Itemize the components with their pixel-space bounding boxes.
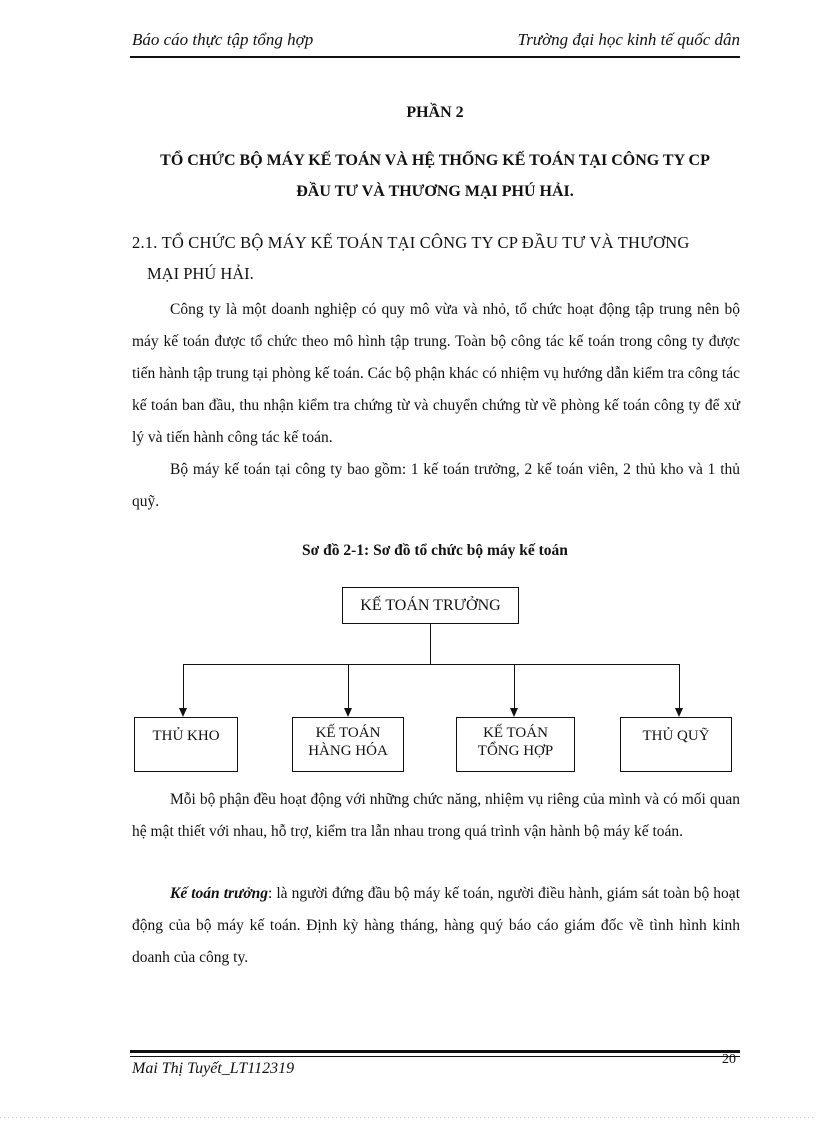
org-node-goods-accountant <box>292 717 404 772</box>
paragraph-4-body: : là người đứng đầu bộ máy kế toán, người điều hành, giám sát toàn bộ hoạt động của bộ máy kế toán. Định kỳ hàng tháng, hàng quý báo cáo giám đốc về tình hình kinh doanh của công ty. <box>132 885 740 966</box>
org-node-general-accountant <box>456 717 575 772</box>
org-node-label: HÀNG HÓA <box>308 743 388 759</box>
arrow-down-icon <box>179 708 187 717</box>
org-node-storekeeper <box>134 717 238 772</box>
connector-horizontal <box>183 664 680 665</box>
part-title: PHẦN 2 <box>406 104 464 121</box>
org-node-label: TỔNG HỢP <box>477 743 554 759</box>
footer-author: Mai Thị Tuyết_LT112319 <box>132 1060 295 1077</box>
connector-drop-3 <box>514 664 515 708</box>
diagram-caption: Sơ đồ 2-1: Sơ đồ tổ chức bộ máy kế toán <box>302 542 568 559</box>
org-node-chief-accountant-label: KẾ TOÁN TRƯỞNG <box>360 597 501 614</box>
paragraph-1: Công ty là một doanh nghiệp có quy mô vừa và nhỏ, tổ chức hoạt động tập trung nên bộ máy kế toán được tổ chức theo mô hình tập trung. Toàn bộ công tác kế toán trong công ty được tiến hành tập trung tại phòng kế toán. Các bộ phận khác có nhiệm vụ hướng dẫn kiểm tra công tác kế toán ban đầu, thu nhận kiểm tra chứng từ và chuyển chứng từ về phòng kế toán công ty để xử lý và tiến hành công tác kế toán. <box>132 301 740 446</box>
paragraph-4 <box>132 878 740 974</box>
org-node-label: KẾ TOÁN <box>483 725 548 741</box>
section-heading-line2: MẠI PHÚ HẢI. <box>147 264 254 283</box>
main-title-line2: ĐẦU TƯ VÀ THƯƠNG MẠI PHÚ HẢI. <box>296 183 574 200</box>
page-bottom-dotted-line <box>0 1117 816 1118</box>
org-node-label: KẾ TOÁN <box>315 725 381 741</box>
connector-drop-1 <box>183 664 184 708</box>
org-node-cashier <box>620 717 732 772</box>
header-left: Báo cáo thực tập tổng hợp <box>132 30 314 49</box>
arrow-down-icon <box>510 708 518 717</box>
org-node-label: THỦ KHO <box>152 728 220 744</box>
org-node-label: THỦ QUỸ <box>642 728 710 744</box>
arrow-down-icon <box>675 708 683 717</box>
page-number: 20 <box>722 1052 736 1067</box>
org-node-chief-accountant <box>342 587 519 624</box>
connector-drop-4 <box>679 664 680 708</box>
main-title-line1: TỔ CHỨC BỘ MÁY KẾ TOÁN VÀ HỆ THỐNG KẾ TOÁN TẠI CÔNG TY CP <box>160 152 710 169</box>
paragraph-3: Mỗi bộ phận đều hoạt động với những chức năng, nhiệm vụ riêng của mình và có mối quan hệ mật thiết với nhau, hỗ trợ, kiểm tra lẫn nhau trong quá trình vận hành bộ máy kế toán. <box>132 791 740 840</box>
header-rule <box>130 56 740 58</box>
connector-drop-2 <box>348 664 349 708</box>
paragraph-2: Bộ máy kế toán tại công ty bao gồm: 1 kế toán trưởng, 2 kế toán viên, 2 thủ kho và 1 thủ quỹ. <box>132 461 740 510</box>
footer-rule-thick <box>130 1050 740 1053</box>
connector-vertical <box>430 624 431 665</box>
term-chief-accountant: Kế toán trưởng <box>170 885 269 902</box>
footer-rule-thin <box>130 1056 740 1057</box>
section-heading-line1: 2.1. TỔ CHỨC BỘ MÁY KẾ TOÁN TẠI CÔNG TY CP ĐẦU TƯ VÀ THƯƠNG <box>132 233 690 252</box>
arrow-down-icon <box>344 708 352 717</box>
header-right: Trường đại học kinh tế quốc dân <box>517 30 740 49</box>
